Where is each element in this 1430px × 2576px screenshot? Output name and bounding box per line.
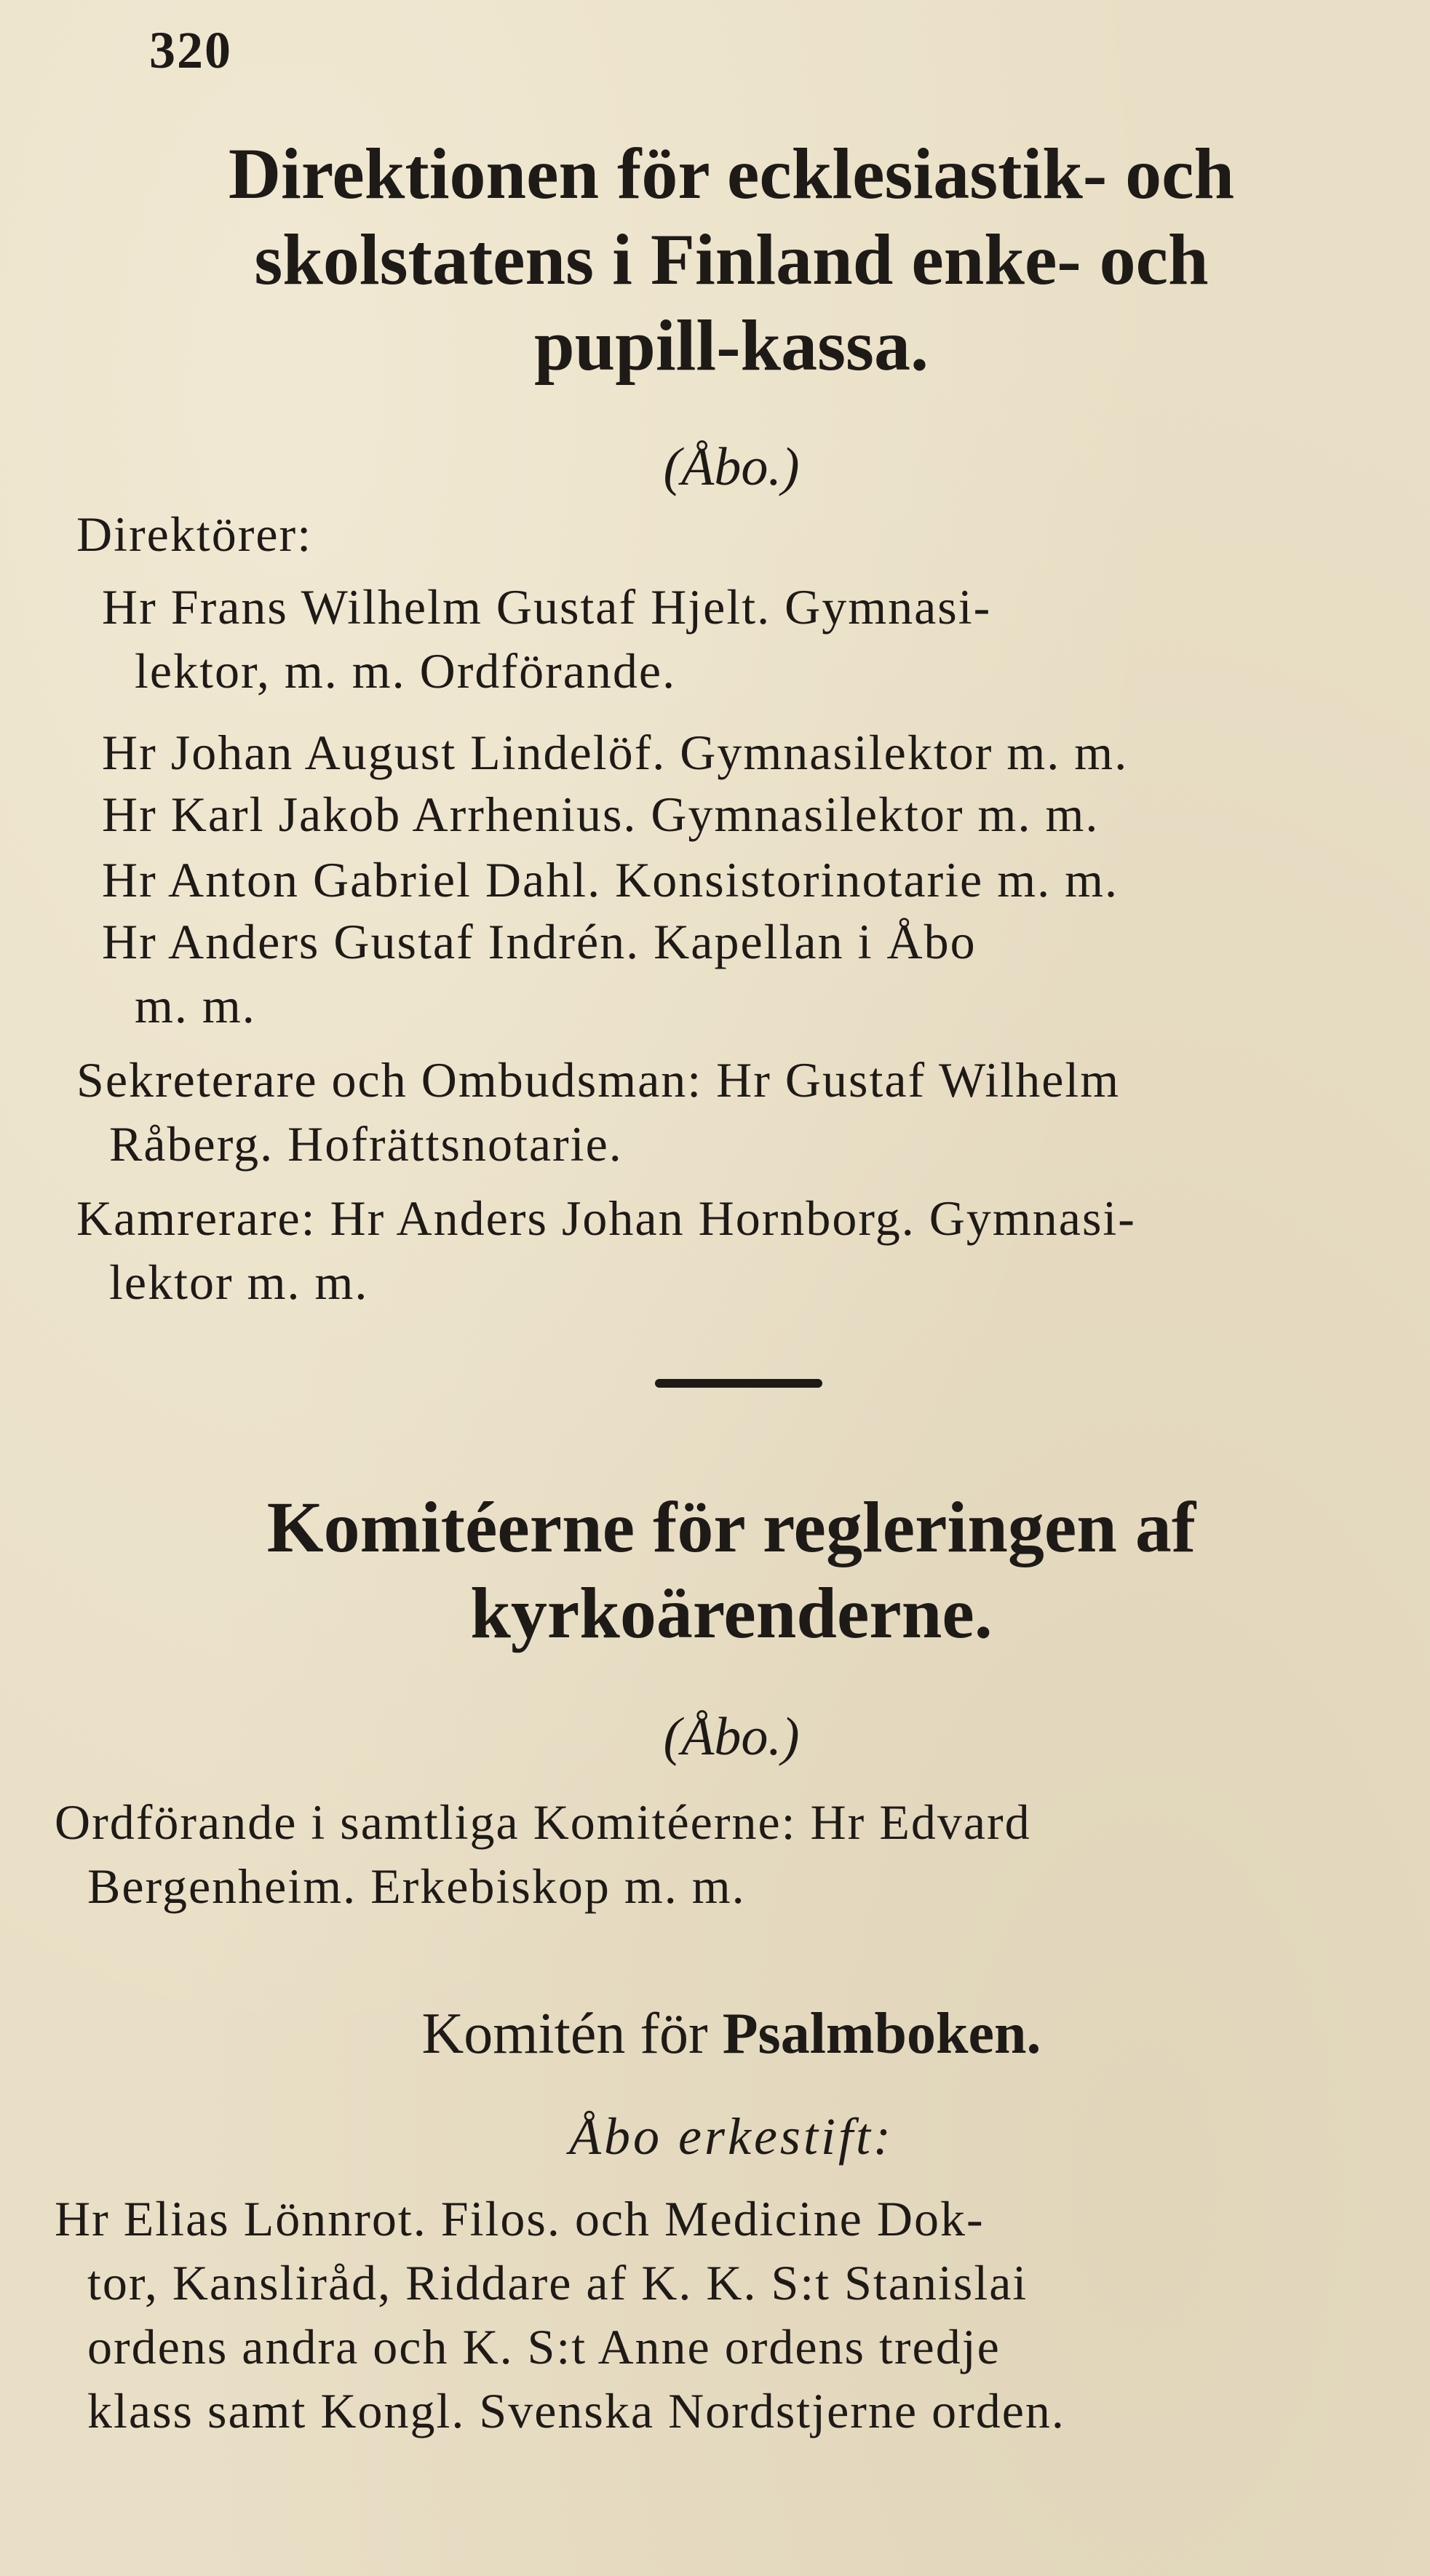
entry-line: Sekreterare och Ombudsman: Hr Gustaf Wilhelm xyxy=(76,1052,1121,1108)
director-entry xyxy=(102,720,1412,784)
entry-line: lektor m. m. xyxy=(109,1255,369,1310)
title-line: pupill-kassa. xyxy=(534,305,929,386)
subheading-psalmboken xyxy=(80,2001,1383,2067)
entry-line: Råberg. Hofrättsnotarie. xyxy=(109,1116,623,1172)
title-line: Direktionen för ecklesiastik- och xyxy=(228,133,1235,214)
secretary-entry xyxy=(76,1048,1386,1176)
section-divider xyxy=(655,1379,822,1388)
entry-line: m. m. xyxy=(135,978,256,1033)
entry-line: Ordförande i samtliga Komitéerne: Hr Edvard xyxy=(55,1794,1031,1850)
chairman-entry xyxy=(55,1790,1365,1918)
entry-line: Hr Anton Gabriel Dahl. Konsistorinotarie m. m. xyxy=(102,852,1119,907)
entry-line: Hr Karl Jakob Arrhenius. Gymnasilektor m. m. xyxy=(102,787,1100,842)
title-line: skolstatens i Finland enke- och xyxy=(254,219,1209,300)
entry-line: Hr Elias Lönnrot. Filos. och Medicine Dok- xyxy=(55,2191,985,2246)
entry-line: Hr Frans Wilhelm Gustaf Hjelt. Gymnasi- xyxy=(102,579,992,635)
director-entry xyxy=(102,575,1412,703)
subplace-abo-erkestift: Åbo erkestift: xyxy=(569,2107,894,2166)
directors-label: Direktörer: xyxy=(76,506,313,562)
director-entry xyxy=(102,782,1412,846)
title-line: kyrkoärenderne. xyxy=(470,1573,993,1653)
director-entry xyxy=(102,848,1412,912)
subheading-prefix: Komitén för xyxy=(421,2002,723,2066)
section-title-direktionen xyxy=(80,131,1383,389)
director-entry xyxy=(102,910,1412,1038)
page-number: 320 xyxy=(149,21,232,79)
entry-line: Kamrerare: Hr Anders Johan Hornborg. Gymnasi- xyxy=(76,1190,1136,1246)
title-line: Komitéerne för regleringen af xyxy=(266,1487,1196,1567)
entry-line: Hr Johan August Lindelöf. Gymnasilektor m. m. xyxy=(102,725,1129,780)
entry-line: tor, Kansliråd, Riddare af K. K. S:t Stanislai xyxy=(87,2255,1028,2310)
place-abo: (Åbo.) xyxy=(663,437,800,497)
entry-line: ordens andra och K. S:t Anne ordens tredje xyxy=(87,2319,1001,2374)
entry-line: Bergenheim. Erkebiskop m. m. xyxy=(87,1859,746,1914)
entry-line: lektor, m. m. Ordförande. xyxy=(135,643,677,699)
section-title-komiteerne xyxy=(80,1484,1383,1656)
place-abo: (Åbo.) xyxy=(663,1707,800,1767)
treasurer-entry xyxy=(76,1186,1386,1314)
entry-line: Hr Anders Gustaf Indrén. Kapellan i Åbo xyxy=(102,914,977,969)
subheading-bold: Psalmboken. xyxy=(722,2002,1041,2066)
entry-line: klass samt Kongl. Svenska Nordstjerne orden. xyxy=(87,2383,1065,2438)
member-entry xyxy=(55,2187,1401,2443)
